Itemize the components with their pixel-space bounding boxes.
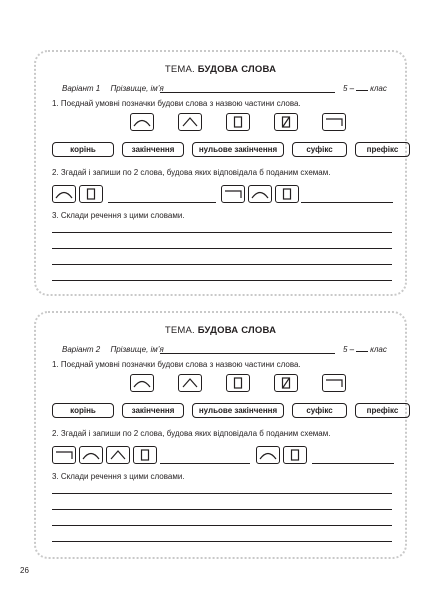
suffix-icon[interactable] <box>178 374 202 392</box>
writing-line[interactable] <box>52 280 392 281</box>
word-ending[interactable]: закінчення <box>122 403 184 418</box>
grade-field: 5 – клас <box>343 84 387 93</box>
writing-line[interactable] <box>52 264 392 265</box>
writing-line[interactable] <box>52 525 392 526</box>
symbol-row <box>130 113 346 131</box>
word-null-ending[interactable]: нульове закінчення <box>192 142 284 157</box>
variant-line <box>62 345 164 354</box>
worksheet-title: ТЕМА. БУДОВА СЛОВА <box>164 64 277 75</box>
answer-line[interactable] <box>108 202 216 203</box>
name-input-line[interactable] <box>160 353 335 354</box>
null-ending-icon[interactable] <box>274 113 298 131</box>
worksheet-variant-1 <box>34 50 407 296</box>
task-3-text: 3. Склади речення з цими словами. <box>52 211 185 220</box>
ending-icon[interactable] <box>226 374 250 392</box>
root-icon <box>79 446 103 464</box>
ending-icon[interactable] <box>226 113 250 131</box>
ending-icon <box>79 185 103 203</box>
root-icon[interactable] <box>130 374 154 392</box>
task-3-text: 3. Склади речення з цими словами. <box>52 472 185 481</box>
word-ending[interactable]: закінчення <box>122 142 184 157</box>
root-icon <box>248 185 272 203</box>
writing-line[interactable] <box>52 232 392 233</box>
name-input-line[interactable] <box>160 92 335 93</box>
writing-line[interactable] <box>52 541 392 542</box>
ending-icon <box>275 185 299 203</box>
answer-line[interactable] <box>160 463 250 464</box>
variant-line <box>62 84 164 93</box>
schema-prefix-root-ending <box>221 185 299 203</box>
prefix-icon <box>221 185 245 203</box>
word-row <box>52 403 410 418</box>
word-prefix[interactable]: префікс <box>355 142 410 157</box>
suffix-icon[interactable] <box>178 113 202 131</box>
word-null-ending[interactable]: нульове закінчення <box>192 403 284 418</box>
variant-label: Варіант 1 <box>62 84 101 93</box>
grade-field: 5 – клас <box>343 345 387 354</box>
writing-line[interactable] <box>52 248 392 249</box>
root-icon <box>52 185 76 203</box>
writing-line[interactable] <box>52 509 392 510</box>
root-icon <box>256 446 280 464</box>
worksheet-title: ТЕМА. БУДОВА СЛОВА <box>164 325 277 336</box>
task-1-text: 1. Поєднай умовні позначки будови слова з назвою частини слова. <box>52 360 301 369</box>
page-number: 26 <box>20 566 29 575</box>
ending-icon <box>283 446 307 464</box>
task-2-text: 2. Згадай і запиши по 2 слова, будова яких відповідала б поданим схемам. <box>52 429 331 438</box>
grade-input-line[interactable] <box>356 351 368 352</box>
schema-prefix-root-suffix-ending <box>52 446 157 464</box>
name-label: Прізвище, ім’я <box>110 84 164 93</box>
prefix-icon <box>52 446 76 464</box>
ending-icon <box>133 446 157 464</box>
writing-line[interactable] <box>52 493 392 494</box>
suffix-icon <box>106 446 130 464</box>
word-suffix[interactable]: суфікс <box>292 142 347 157</box>
task-2-text: 2. Згадай і запиши по 2 слова, будова яких відповідала б поданим схемам. <box>52 168 331 177</box>
schema-root-ending <box>256 446 307 464</box>
root-icon[interactable] <box>130 113 154 131</box>
prefix-icon[interactable] <box>322 113 346 131</box>
word-root[interactable]: корінь <box>52 403 114 418</box>
answer-line[interactable] <box>312 463 394 464</box>
worksheet-variant-2 <box>34 311 407 559</box>
symbol-row <box>130 374 346 392</box>
word-root[interactable]: корінь <box>52 142 114 157</box>
name-label: Прізвище, ім’я <box>110 345 164 354</box>
answer-line[interactable] <box>301 202 393 203</box>
variant-label: Варіант 2 <box>62 345 101 354</box>
null-ending-icon[interactable] <box>274 374 298 392</box>
task-1-text: 1. Поєднай умовні позначки будови слова з назвою частини слова. <box>52 99 301 108</box>
word-prefix[interactable]: префікс <box>355 403 410 418</box>
word-suffix[interactable]: суфікс <box>292 403 347 418</box>
schema-root-ending <box>52 185 103 203</box>
prefix-icon[interactable] <box>322 374 346 392</box>
grade-input-line[interactable] <box>356 90 368 91</box>
word-row <box>52 142 410 157</box>
